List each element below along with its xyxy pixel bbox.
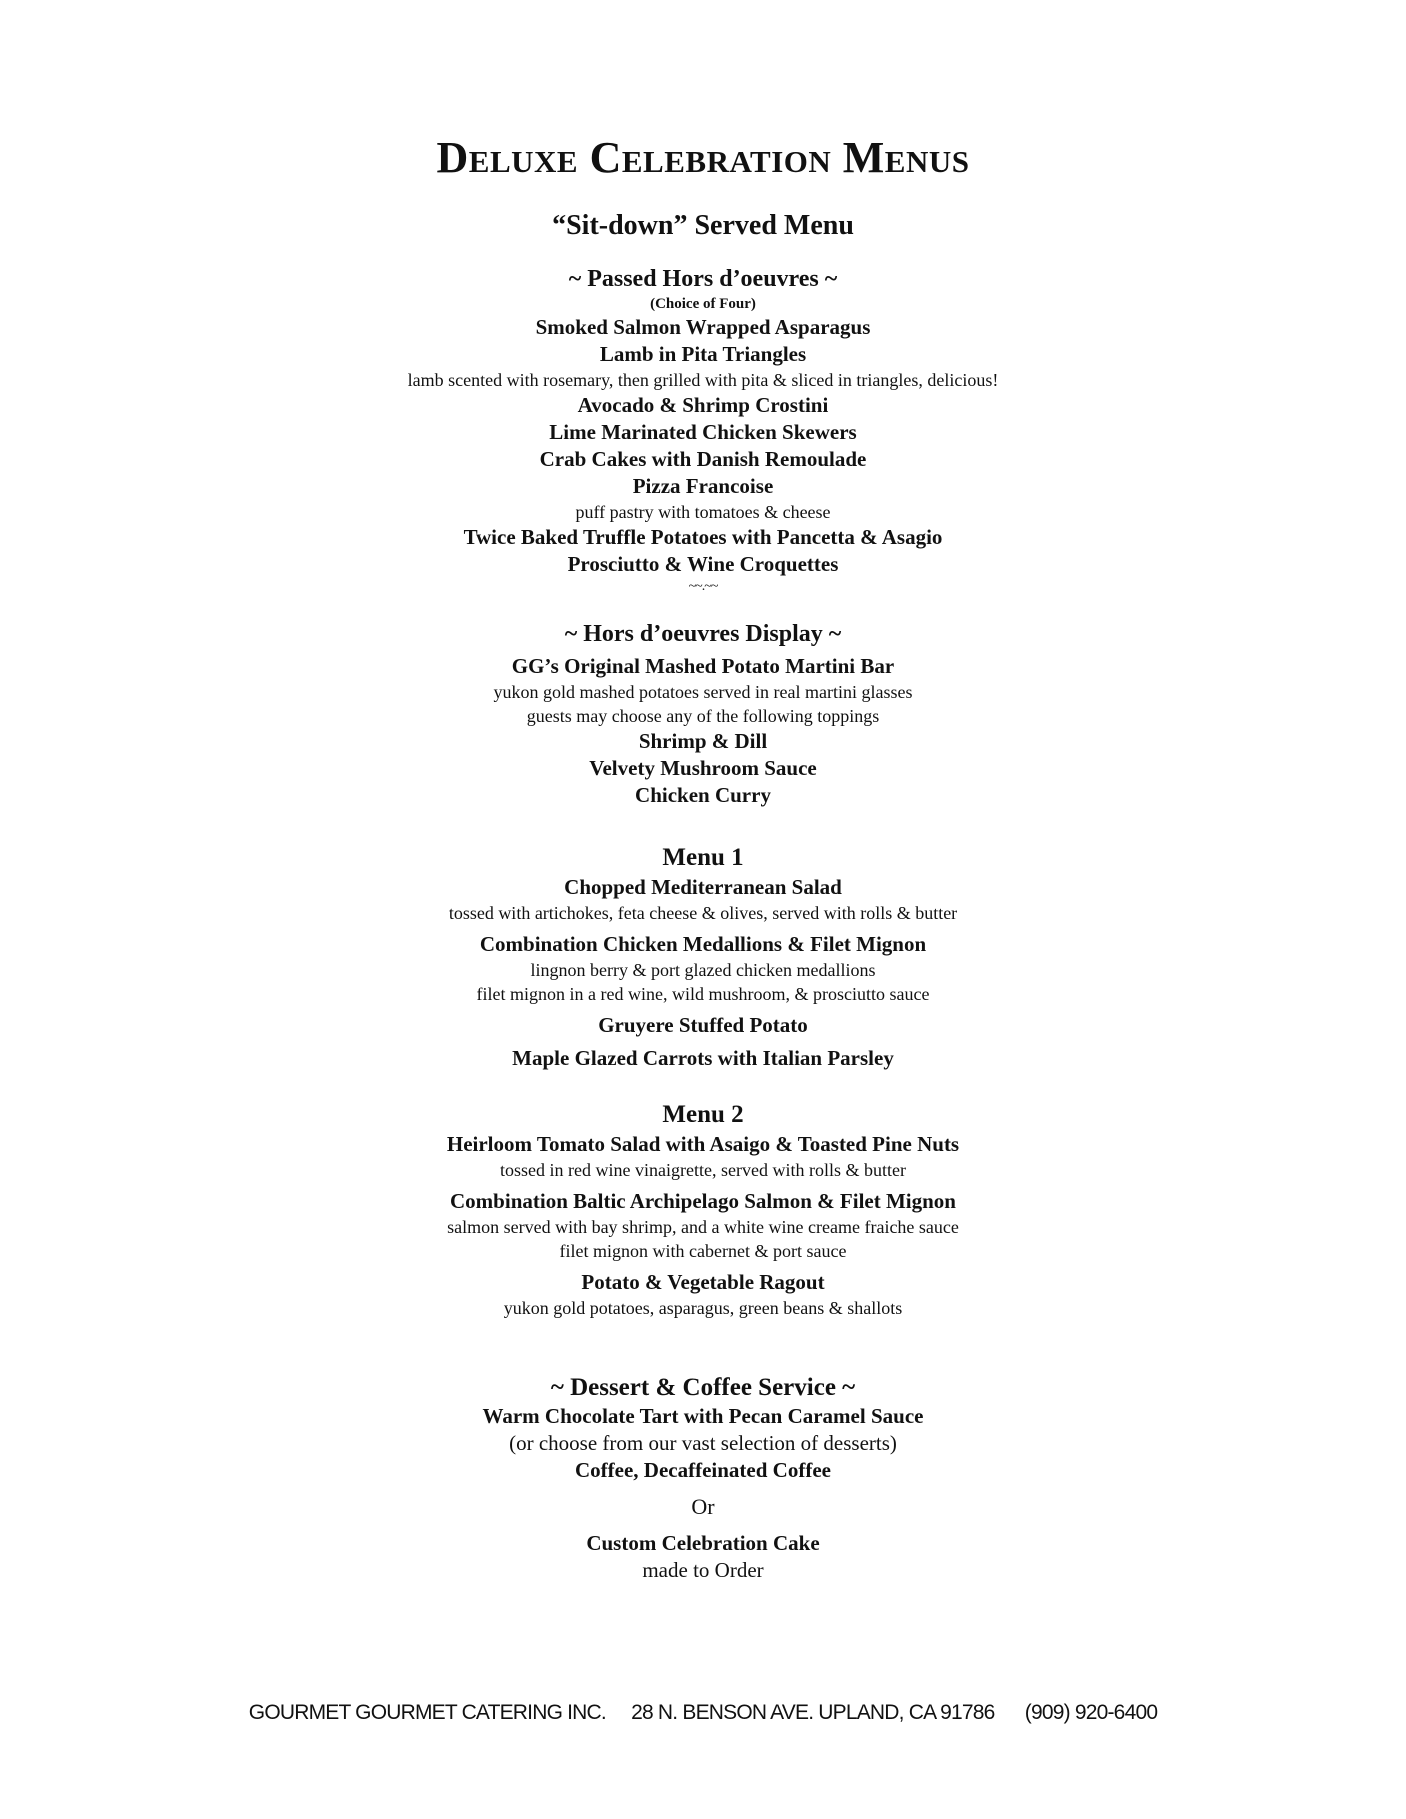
section-heading: ~ Dessert & Coffee Service ~ xyxy=(550,1374,856,1401)
section-note: (Choice of Four) xyxy=(650,296,756,312)
menu-item: Smoked Salmon Wrapped Asparagus xyxy=(535,315,871,339)
or-separator: Or xyxy=(691,1494,715,1519)
menu-item-description: tossed in red wine vinaigrette, served with rolls & butter xyxy=(500,1160,906,1180)
menu-item: Twice Baked Truffle Potatoes with Pancetta & Asagio xyxy=(463,525,943,549)
menu-item: Coffee, Decaffeinated Coffee xyxy=(575,1458,831,1482)
footer xyxy=(0,1700,1406,1726)
menu-2-section xyxy=(0,1099,1406,1320)
menu-item: Warm Chocolate Tart with Pecan Caramel Sauce xyxy=(482,1404,924,1428)
menu-item-description: puff pastry with tomatoes & cheese xyxy=(575,502,831,522)
dessert-coffee-section xyxy=(0,1372,1406,1584)
menu-item-description: lamb scented with rosemary, then grilled with pita & sliced in triangles, delicious! xyxy=(407,370,999,390)
menu-item: Gruyere Stuffed Potato xyxy=(598,1013,808,1037)
topping-item: Chicken Curry xyxy=(635,783,771,807)
menu-item: Lime Marinated Chicken Skewers xyxy=(549,420,857,444)
section-heading: ~ Passed Hors d’oeuvres ~ xyxy=(568,266,838,292)
menu-item-description: yukon gold mashed potatoes served in real martini glasses xyxy=(493,682,913,702)
menu-1-section xyxy=(0,842,1406,1072)
menu-item: Pizza Francoise xyxy=(632,474,774,498)
passed-hors-doeuvres-section xyxy=(0,264,1406,596)
hors-doeuvres-display-section xyxy=(0,619,1406,809)
menu-item: Chopped Mediterranean Salad xyxy=(564,875,842,899)
menu-item: Custom Celebration Cake xyxy=(586,1531,820,1555)
footer-address: 28 N. BENSON AVE. UPLAND, CA 91786 xyxy=(631,1701,995,1724)
menu-item-description: tossed with artichokes, feta cheese & olives, served with rolls & butter xyxy=(448,903,958,923)
menu-item: Lamb in Pita Triangles xyxy=(599,342,807,366)
menu-item: Combination Baltic Archipelago Salmon & Filet Mignon xyxy=(450,1189,956,1213)
menu-item: Combination Chicken Medallions & Filet Mignon xyxy=(479,932,927,956)
menu-item-description: (or choose from our vast selection of desserts) xyxy=(509,1431,897,1455)
menu-item-description: yukon gold potatoes, asparagus, green beans & shallots xyxy=(503,1298,903,1318)
menu-item-description: guests may choose any of the following toppings xyxy=(526,706,880,726)
menu-item-description: filet mignon in a red wine, wild mushroom, & prosciutto sauce xyxy=(476,984,930,1004)
page-title: Deluxe Celebration Menus xyxy=(436,133,970,182)
menu-item-description: lingnon berry & port glazed chicken medallions xyxy=(530,960,876,980)
topping-item: Velvety Mushroom Sauce xyxy=(589,756,817,780)
menu-heading: Menu 2 xyxy=(662,1101,744,1128)
footer-company: GOURMET GOURMET CATERING INC. xyxy=(248,1701,606,1724)
menu-item: GG’s Original Mashed Potato Martini Bar xyxy=(511,654,895,678)
menu-item-description: made to Order xyxy=(642,1558,764,1582)
menu-item: Prosciutto & Wine Croquettes xyxy=(567,552,839,576)
menu-heading: Menu 1 xyxy=(662,844,744,871)
topping-item: Shrimp & Dill xyxy=(638,729,768,753)
footer-phone: (909) 920-6400 xyxy=(1024,1701,1158,1724)
section-heading: ~ Hors d’oeuvres Display ~ xyxy=(564,621,842,647)
menu-item-description: salmon served with bay shrimp, and a white wine creame fraiche sauce xyxy=(447,1217,959,1237)
section-divider: ~~.~~ xyxy=(688,579,718,594)
menu-item-description: filet mignon with cabernet & port sauce xyxy=(559,1241,847,1261)
menu-item: Heirloom Tomato Salad with Asaigo & Toasted Pine Nuts xyxy=(446,1132,960,1156)
menu-item: Crab Cakes with Danish Remoulade xyxy=(539,447,867,471)
menu-item: Maple Glazed Carrots with Italian Parsley xyxy=(512,1046,894,1070)
page-subtitle: “Sit-down” Served Menu xyxy=(552,210,854,241)
menu-item: Avocado & Shrimp Crostini xyxy=(577,393,829,417)
menu-item: Potato & Vegetable Ragout xyxy=(581,1270,825,1294)
